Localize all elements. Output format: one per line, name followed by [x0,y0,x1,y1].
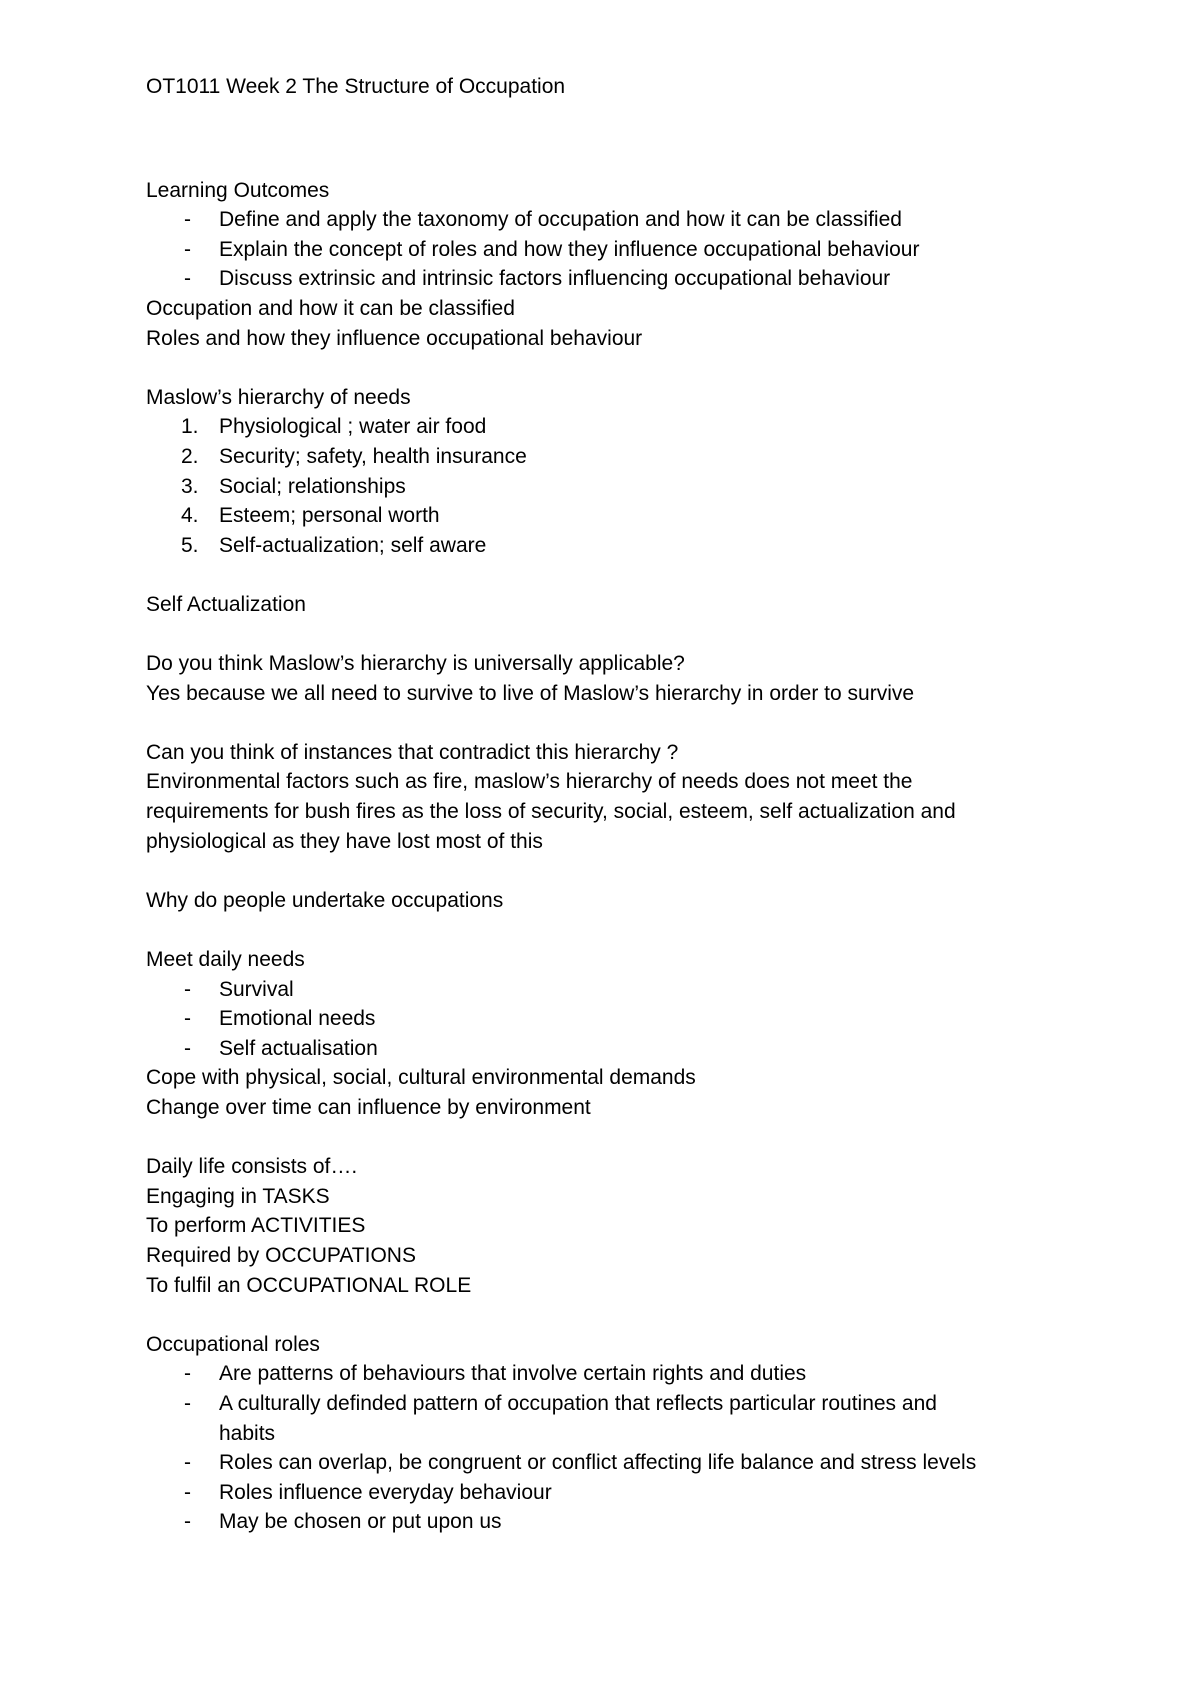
list-number: 1. [181,415,199,439]
roles-list [146,1359,1146,1537]
dash-marker: - [184,1451,191,1475]
list-item: - Roles influence everyday behaviour [146,1478,1146,1508]
spacer [146,856,1146,886]
daily-needs-list [146,975,1146,1064]
daily-needs-heading: Meet daily needs [146,948,305,972]
list-item: - Define and apply the taxonomy of occupation and how it can be classified [146,205,1146,235]
list-item: 5. Self-actualization; self aware [146,531,1146,561]
list-item: - May be chosen or put upon us [146,1507,1146,1537]
list-item: 3. Social; relationships [146,472,1146,502]
dash-marker: - [184,208,191,232]
roles-heading: Occupational roles [146,1332,320,1356]
dash-marker: - [184,1480,191,1504]
learning-outcomes-heading: Learning Outcomes [146,178,330,202]
list-item: - Explain the concept of roles and how they influence occupational behaviour [146,235,1146,265]
list-item: - Self actualisation [146,1034,1146,1064]
list-item: - Emotional needs [146,1004,1146,1034]
paragraph-line: Engaging in TASKS [146,1184,330,1208]
spacer [146,560,1146,590]
paragraph-line: Change over time can influence by environment [146,1096,591,1119]
answer-line: Environmental factors such as fire, maslow’s hierarchy of needs does not meet the [146,770,913,794]
question: Can you think of instances that contradict this hierarchy ? [146,740,679,764]
dash-marker: - [184,1007,191,1031]
dash-marker: - [184,1510,191,1534]
list-number: 2. [181,444,199,468]
list-item: - Are patterns of behaviours that involve certain rights and duties [146,1359,1146,1389]
answer-line: requirements for bush fires as the loss of security, social, esteem, self actualization and [146,800,956,824]
document-page [146,72,1146,1537]
list-number: 5. [181,533,199,557]
section-heading: Why do people undertake occupations [146,888,504,912]
list-number: 3. [181,474,199,498]
section-heading: Self Actualization [146,592,306,616]
list-item: 4. Esteem; personal worth [146,501,1146,531]
paragraph-line: Required by OCCUPATIONS [146,1243,416,1267]
spacer [146,1300,1146,1330]
list-number: 4. [181,504,199,528]
dash-marker: - [184,1391,191,1415]
paragraph-line: Roles and how they influence occupational behaviour [146,326,643,350]
answer: Yes because we all need to survive to live of Maslow’s hierarchy in order to survive [146,681,915,705]
list-item: 2. Security; safety, health insurance [146,442,1146,472]
paragraph-line: Cope with physical, social, cultural environmental demands [146,1066,696,1090]
paragraph-line: To perform ACTIVITIES [146,1214,366,1238]
spacer [146,1123,1146,1153]
spacer [146,353,1146,383]
question: Do you think Maslow’s hierarchy is universally applicable? [146,652,685,676]
maslow-heading: Maslow’s hierarchy of needs [146,385,411,409]
list-item: - Discuss extrinsic and intrinsic factors influencing occupational behaviour [146,264,1146,294]
spacer [146,708,1146,738]
dash-marker: - [184,977,191,1001]
maslow-list [146,412,1146,560]
paragraph-line: Occupation and how it can be classified [146,296,515,320]
list-item: - A culturally definded pattern of occupation that reflects particular routines and [146,1389,1146,1419]
dash-marker: - [184,267,191,291]
spacer [146,915,1146,945]
list-item-continuation: habits [219,1421,276,1445]
dash-marker: - [184,1036,191,1060]
paragraph-line: To fulfil an OCCUPATIONAL ROLE [146,1273,472,1297]
dash-marker: - [184,237,191,261]
list-item: 1. Physiological ; water air food [146,412,1146,442]
paragraph-line: Daily life consists of…. [146,1155,358,1179]
dash-marker: - [184,1362,191,1386]
list-item: - Roles can overlap, be congruent or conflict affecting life balance and stress levels [146,1448,1146,1478]
spacer [146,620,1146,650]
answer-line: physiological as they have lost most of this [146,829,543,853]
list-item: - Survival [146,975,1146,1005]
document-title: OT1011 Week 2 The Structure of Occupation [146,75,566,98]
spacer [146,102,1146,176]
learning-outcomes-list [146,205,1146,294]
